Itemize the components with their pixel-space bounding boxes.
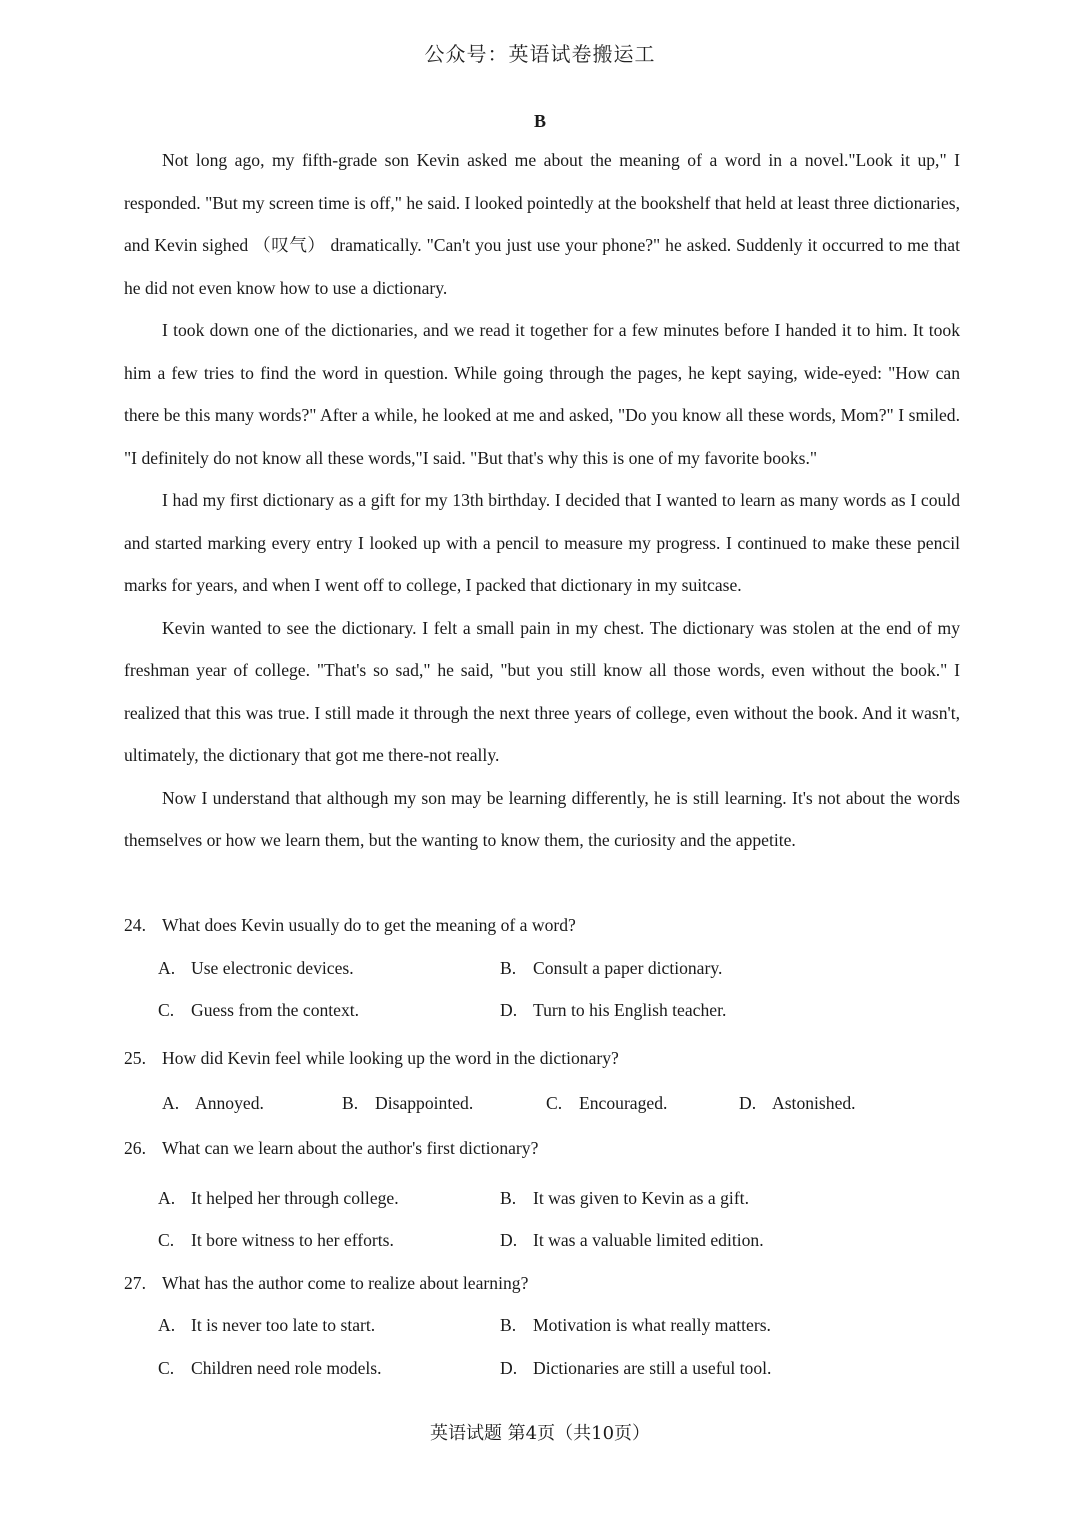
- option-text: Guess from the context.: [191, 1000, 360, 1020]
- question-stem: What has the author come to realize about learning?: [162, 1273, 529, 1293]
- option-letter: D.: [739, 1093, 757, 1113]
- question-26: [124, 1135, 960, 1250]
- option-a[interactable]: [158, 955, 500, 981]
- question-25: [124, 1045, 960, 1113]
- option-c[interactable]: [158, 1227, 500, 1253]
- passage-paragraph: I took down one of the dictionaries, and we read it together for a few minutes before I handed it to him. It took him a few tries to find the word in question. While going through the pages, he kept saying, wide-eyed: "How can there be this many words?" After a while, he looked at me and asked, "Do you know all these words, Mom?" I smiled. "I definitely do not know all these words,"I said. "But that's why this is one of my favorite books.": [124, 320, 960, 468]
- option-letter: C.: [158, 1358, 175, 1378]
- option-letter: A.: [158, 958, 176, 978]
- option-b[interactable]: [500, 1312, 771, 1338]
- option-text: Annoyed.: [195, 1093, 264, 1113]
- option-letter: B.: [342, 1093, 359, 1113]
- option-letter: D.: [500, 1000, 518, 1020]
- option-c[interactable]: [158, 997, 500, 1023]
- option-letter: B.: [500, 1315, 517, 1335]
- question-stem: How did Kevin feel while looking up the word in the dictionary?: [162, 1048, 619, 1068]
- passage-paragraph: Now I understand that although my son may be learning differently, he is still learning. It's not about the words themselves or how we learn them, but the wanting to know them, the curiosity and the appetite.: [124, 787, 960, 850]
- passage-paragraph: Not long ago, my fifth-grade son Kevin asked me about the meaning of a word in a novel."Look it up," I responded. "But my screen time is off," he said. I looked pointedly at the bookshelf that held at least three dictionaries, and Kevin sighed （叹气） dramatically. "Can't you just use your phone?" he asked. Suddenly it occurred to me that he did not even know how to use a dictionary.: [124, 150, 960, 298]
- option-letter: B.: [500, 1188, 517, 1208]
- option-letter: B.: [500, 958, 517, 978]
- option-d[interactable]: [500, 1227, 764, 1253]
- passage-paragraph: I had my first dictionary as a gift for my 13th birthday. I decided that I wanted to learn as many words as I could and started marking every entry I looked up with a pencil to measure my progress. I continued to make these pencil marks for years, and when I went off to college, I packed that dictionary in my suitcase.: [124, 490, 960, 595]
- page-header-watermark: 公众号：英语试卷搬运工: [424, 42, 656, 66]
- question-number: 24.: [124, 915, 146, 935]
- option-text: Turn to his English teacher.: [533, 1000, 727, 1020]
- question-stem: What can we learn about the author's first dictionary?: [162, 1138, 539, 1158]
- question-stem: What does Kevin usually do to get the meaning of a word?: [162, 915, 576, 935]
- question-24: [124, 912, 960, 1020]
- option-letter: C.: [158, 1230, 175, 1250]
- passage-paragraph: Kevin wanted to see the dictionary. I felt a small pain in my chest. The dictionary was stolen at the end of my freshman year of college. "That's so sad," he said, "but you still know all those words, even without the book." I realized that this was true. I still made it through the next three years of college, even without the book. And it wasn't, ultimately, the dictionary that got me there-not really.: [124, 617, 960, 765]
- option-text: It was a valuable limited edition.: [533, 1230, 764, 1250]
- option-text: It was given to Kevin as a gift.: [533, 1188, 749, 1208]
- option-a[interactable]: [158, 1185, 500, 1211]
- question-number: 26.: [124, 1138, 146, 1158]
- question-number: 27.: [124, 1273, 146, 1293]
- option-text: Dictionaries are still a useful tool.: [533, 1358, 772, 1378]
- option-a[interactable]: [162, 1090, 342, 1116]
- option-text: Consult a paper dictionary.: [533, 958, 723, 978]
- option-d[interactable]: [500, 1355, 771, 1381]
- option-b[interactable]: [500, 955, 722, 981]
- option-text: Motivation is what really matters.: [533, 1315, 771, 1335]
- option-letter: A.: [158, 1315, 176, 1335]
- option-letter: D.: [500, 1358, 518, 1378]
- option-letter: C.: [546, 1093, 563, 1113]
- section-label: B: [533, 111, 546, 131]
- question-number: 25.: [124, 1048, 146, 1068]
- option-text: Use electronic devices.: [191, 958, 354, 978]
- option-d[interactable]: [500, 997, 726, 1023]
- option-letter: C.: [158, 1000, 175, 1020]
- option-text: Encouraged.: [579, 1093, 668, 1113]
- option-b[interactable]: [500, 1185, 749, 1211]
- reading-passage: [124, 139, 960, 862]
- option-text: Children need role models.: [191, 1358, 382, 1378]
- option-text: It bore witness to her efforts.: [191, 1230, 394, 1250]
- option-b[interactable]: [342, 1090, 546, 1116]
- option-d[interactable]: [739, 1090, 856, 1116]
- page-footer: 英语试题 第4页（共10页）: [429, 1423, 651, 1444]
- option-letter: A.: [158, 1188, 176, 1208]
- option-text: Disappointed.: [375, 1093, 474, 1113]
- option-c[interactable]: [158, 1355, 500, 1381]
- option-c[interactable]: [546, 1090, 739, 1116]
- option-letter: D.: [500, 1230, 518, 1250]
- option-text: It is never too late to start.: [191, 1315, 376, 1335]
- question-27: [124, 1270, 960, 1378]
- option-a[interactable]: [158, 1312, 500, 1338]
- option-letter: A.: [162, 1093, 180, 1113]
- option-text: It helped her through college.: [191, 1188, 399, 1208]
- option-text: Astonished.: [772, 1093, 856, 1113]
